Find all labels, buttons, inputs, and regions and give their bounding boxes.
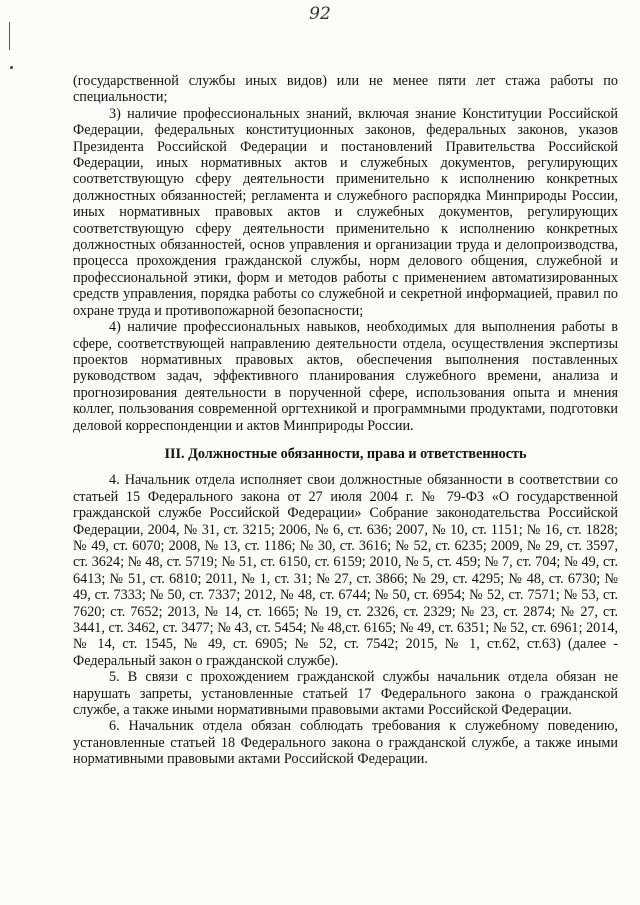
- paragraph-continuation: (государственной службы иных видов) или не менее пяти лет стажа работы по специальности;: [73, 73, 618, 106]
- paragraph-item-4: 4) наличие профессиональных навыков, необходимых для выполнения работы в сфере, соответствующей направлению деятельности отдела, осуществления экспертизы проектов нормативных правовых актов, обеспечения выполнения поставленных руководством задач, эффективного планирования служебного времени, анализа и прогнозирования деятельности в порученной сфере, использования опыта и мнения коллег, пользования современной оргтехникой и программными продуктами, подготовки деловой корреспонденции и актов Минприроды России.: [73, 319, 618, 434]
- margin-mark: [9, 22, 10, 50]
- paragraph-5: 5. В связи с прохождением гражданской службы начальник отдела обязан не нарушать запреты, установленные статьей 17 Федерального закона о гражданской службе, а также иными нормативными правовыми актами Российской Федерации.: [73, 669, 618, 719]
- document-body: [73, 73, 618, 768]
- paragraph-4: 4. Начальник отдела исполняет свои должностные обязанности в соответствии со статьей 15 Федерального закона от 27 июля 2004 г. № 79-ФЗ «О государственной гражданской службе Российской Федерации» Собрание законодательства Российской Федерации, 2004, № 31, ст. 3215; 2006, № 6, ст. 636; 2007, № 10, ст. 1151; № 16, ст. 1828; № 49, ст. 6070; 2008, № 13, ст. 1186; № 30, ст. 3616; № 52, ст. 6235; 2009, № 29, ст. 3597, ст. 3624; № 48, ст. 5719; № 51, ст. 6150, ст. 6159; 2010, № 5, ст. 459; № 7, ст. 704; № 49, ст. 6413; № 51, ст. 6810; 2011, № 1, ст. 31; № 27, ст. 3866; № 29, ст. 4295; № 48, ст. 6730; № 49, ст. 7333; № 50, ст. 7337; 2012, № 48, ст. 6744; № 50, ст. 6954; № 52, ст. 7571; № 53, ст. 7620; ст. 7652; 2013, № 14, ст. 1665; № 19, ст. 2326, ст. 2329; № 23, ст. 2874; № 27, ст. 3441, ст. 3462, ст. 3477; № 43, ст. 5454; № 48,ст. 6165; № 49, ст. 6351; № 52, ст. 6961; 2014, № 14, ст. 1545, № 49, ст. 6905; № 52, ст. 7542; 2015, № 1, ст.62, ст.63) (далее - Федеральный закон о гражданской службе).: [73, 472, 618, 669]
- paragraph-6: 6. Начальник отдела обязан соблюдать требования к служебному поведению, установленные статьей 18 Федерального закона о гражданской службе, а также иными нормативными правовыми актами Российской Федерации.: [73, 718, 618, 768]
- paragraph-item-3: 3) наличие профессиональных знаний, включая знание Конституции Российской Федерации, федеральных конституционных законов, федеральных законов, указов Президента Российской Федерации и постановлений Правительства Российской Федерации, иных нормативных актов и служебных документов, регулирующих соответствующую сферу деятельности применительно к исполнению конкретных должностных обязанностей; регламента и служебного распорядка Минприроды России, иных нормативных правовых актов и служебных документов, регулирующих соответствующую сферу деятельности применительно к исполнению конкретных должностных обязанностей, основ управления и организации труда и делопроизводства, процесса прохождения гражданской службы, норм делового общения, служебной и профессиональной этики, форм и методов работы с применением автоматизированных средств управления, порядка работы со служебной и секретной информацией, правил по охране труда и противопожарной безопасности;: [73, 105, 618, 319]
- page-number: 92: [309, 4, 331, 24]
- margin-dot: [10, 66, 13, 69]
- section-heading: III. Должностные обязанности, права и ответственность: [164, 445, 527, 462]
